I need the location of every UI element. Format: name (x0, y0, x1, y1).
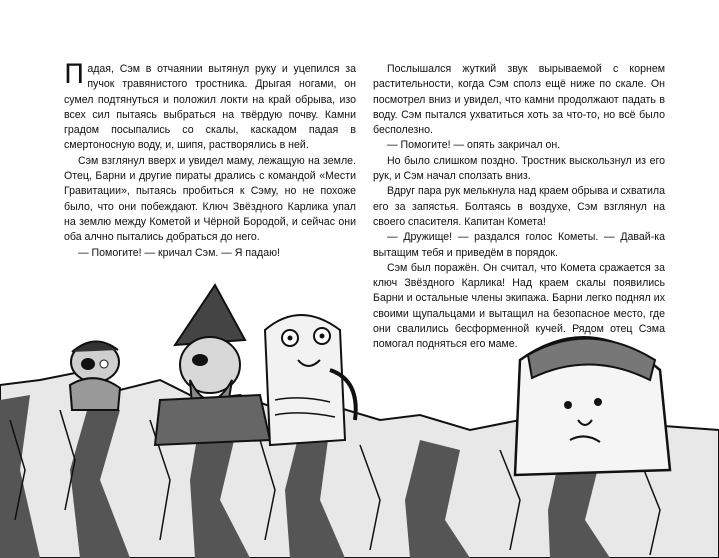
paragraph-text: адая, Сэм в отчаянии вытянул руку и уцепился за пучок травянистого тростника. Дрыгая ногами, он сумел подтянуться и положил локти на край обрыва, изо всех сил пытаясь выбраться на твёрдую почву. Камни градом посыпались со скалы, каскадом падая в смертоносную воду, и, шипя, растворялись в ней. (64, 63, 356, 152)
creature-figure (265, 315, 356, 445)
paragraph: Сэм был поражён. Он считал, что Комета сражается за ключ Звёздного Карлика! Над краем скалы появились Барни и остальные члены экипажа. Барни легко поднял их своими щупальцами и вытащил на безопасное место, где они свалились бесформенной кучей. Рядом отец Сэма помогал подняться его маме. (373, 261, 665, 351)
paragraph: Вдруг пара рук мелькнула над краем обрыва и схватила его за запястья. Болтаясь в воздухе, Сэм взглянул на своего спасителя. Капитан Комета! (373, 185, 665, 228)
small-pirate-figure (70, 341, 120, 410)
paragraph: — Помогите! — кричал Сэм. — Я падаю! (78, 246, 280, 259)
paragraph (64, 59, 356, 154)
paragraph: — Дружище! — раздался голос Кометы. — Давай-ка вытащим тебя и приведём в порядок. (373, 231, 665, 259)
drop-cap: П (64, 59, 85, 90)
paragraph: Но было слишком поздно. Тростник выскользнул из его рук, и Сэм начал сползать вниз. (373, 154, 665, 183)
left-page-text (64, 59, 356, 261)
illustration-cliff-pirates (0, 280, 719, 558)
round-character-figure (515, 337, 670, 475)
paragraph: Сэм взглянул вверх и увидел маму, лежащую на земле. Отец, Барни и другие пираты дрались с командой «Мести Гравитации», пытаясь пробиться к Сэму, но не похоже было, что они побеждают. Ключ Звёздного Карлика упал на землю между Кометой и Чёрной Бородой, и сейчас они оба алчно пытались добраться до него. (64, 154, 356, 244)
paragraph: Послышался жуткий звук вырываемой с корнем растительности, когда Сэм сполз ещё ниже по скале. Он посмотрел вниз и увидел, что камни продолжают падать в воду. Сэм пытался ухватиться хоть за что-то, но всё было бесполезно. (373, 63, 665, 137)
paragraph: — Помогите! — опять закричал он. (387, 139, 561, 152)
bearded-captain-figure (155, 285, 270, 445)
